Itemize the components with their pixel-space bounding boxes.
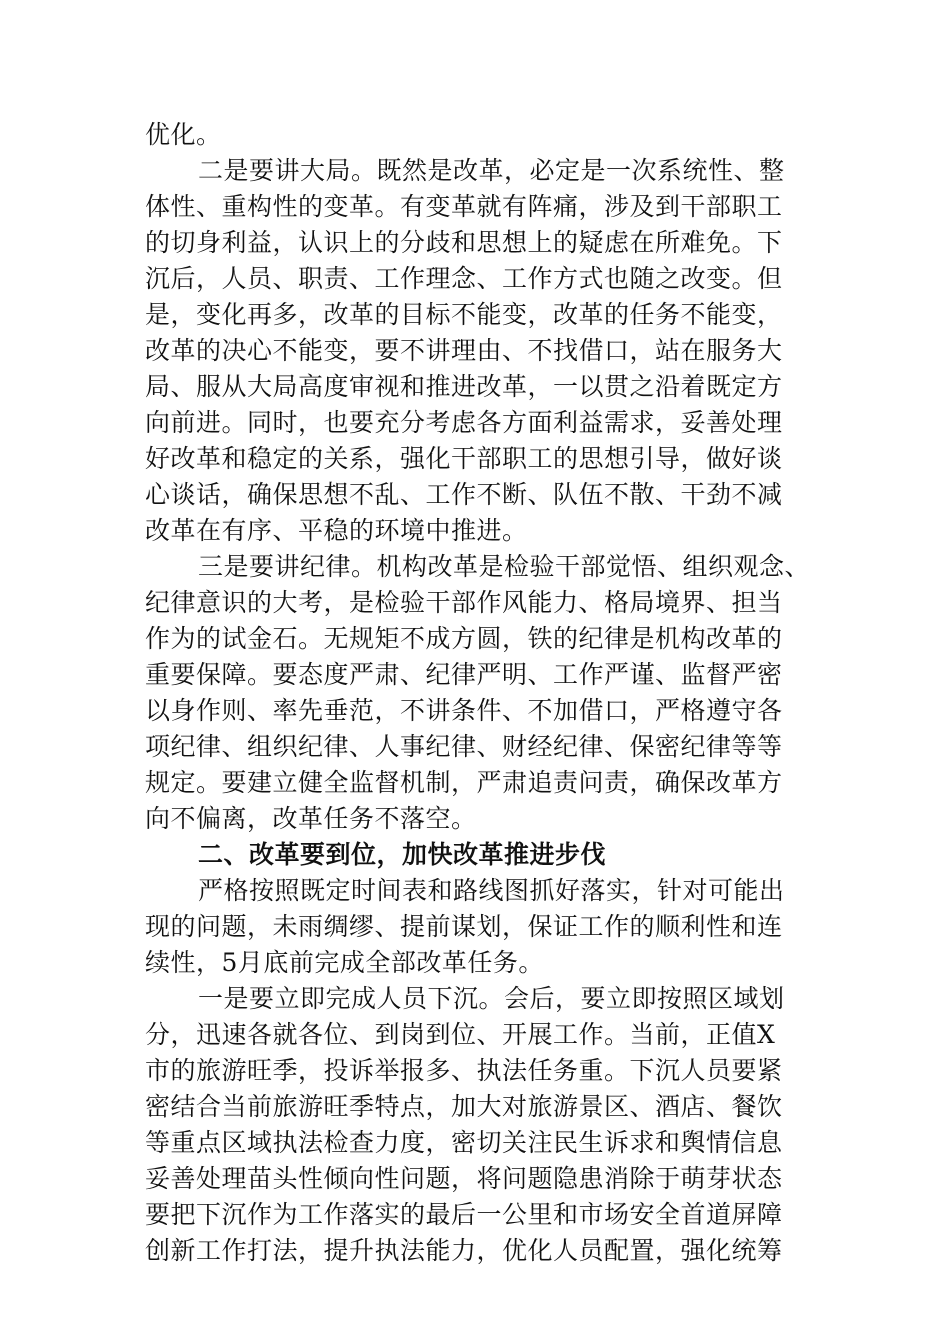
text-line: 向前进。同时，也要充分考虑各方面利益需求，妥善处理 <box>145 408 783 437</box>
text-line: 纪律意识的大考，是检验干部作风能力、格局境界、担当 <box>145 588 783 617</box>
text-line: 局、服从大局高度审视和推进改革，一以贯之沿着既定方 <box>145 372 783 401</box>
text-line: 要把下沉作为工作落实的最后一公里和市场安全首道屏障 <box>145 1200 783 1229</box>
text-line: 重要保障。要态度严肃、纪律严明、工作严谨、监督严密 <box>145 660 783 689</box>
text-line: 规定。要建立健全监督机制，严肃追责问责，确保改革方 <box>145 768 783 797</box>
section-heading: 二、改革要到位，加快改革推进步伐 <box>198 840 607 869</box>
text-line: 妥善处理苗头性倾向性问题，将问题隐患消除于萌芽状态 <box>145 1164 783 1193</box>
text-line: 好改革和稳定的关系，强化干部职工的思想引导，做好谈 <box>145 444 783 473</box>
text-line: 改革在有序、平稳的环境中推进。 <box>145 516 528 545</box>
text-line: 作为的试金石。无规矩不成方圆，铁的纪律是机构改革的 <box>145 624 783 653</box>
text-line: 的切身利益，认识上的分歧和思想上的疑虑在所难免。下 <box>145 228 783 257</box>
text-line: 沉后，人员、职责、工作理念、工作方式也随之改变。但 <box>145 264 783 293</box>
text-line: 现的问题，未雨绸缪、提前谋划，保证工作的顺利性和连 <box>145 912 783 941</box>
text-line: 续性，5月底前完成全部改革任务。 <box>145 948 544 977</box>
paragraph-start-line: 一是要立即完成人员下沉。会后，要立即按照区域划 <box>198 984 785 1013</box>
paragraph-start-line: 严格按照既定时间表和路线图抓好落实，针对可能出 <box>198 876 785 905</box>
paragraph-start-line: 二是要讲大局。既然是改革，必定是一次系统性、整 <box>198 156 785 185</box>
text-line: 创新工作打法，提升执法能力，优化人员配置，强化统筹 <box>145 1236 783 1265</box>
text-line: 改革的决心不能变，要不讲理由、不找借口，站在服务大 <box>145 336 783 365</box>
text-line: 密结合当前旅游旺季特点，加大对旅游景区、酒店、餐饮 <box>145 1092 783 1121</box>
text-line: 体性、重构性的变革。有变革就有阵痛，涉及到干部职工 <box>145 192 783 221</box>
text-line: 是，变化再多，改革的目标不能变，改革的任务不能变， <box>145 300 783 329</box>
text-line: 以身作则、率先垂范，不讲条件、不加借口，严格遵守各 <box>145 696 783 725</box>
text-line: 市的旅游旺季，投诉举报多、执法任务重。下沉人员要紧 <box>145 1056 783 1085</box>
text-line: 项纪律、组织纪律、人事纪律、财经纪律、保密纪律等等 <box>145 732 783 761</box>
text-line: 等重点区域执法检查力度，密切关注民生诉求和舆情信息 <box>145 1128 783 1157</box>
paragraph-start-line: 三是要讲纪律。机构改革是检验干部觉悟、组织观念、 <box>198 552 811 581</box>
text-line: 心谈话，确保思想不乱、工作不断、队伍不散、干劲不减 <box>145 480 783 509</box>
text-line: 向不偏离，改革任务不落空。 <box>145 804 477 833</box>
text-line: 分，迅速各就各位、到岗到位、开展工作。当前，正值X <box>145 1020 776 1049</box>
text-line: 优化。 <box>145 120 222 149</box>
